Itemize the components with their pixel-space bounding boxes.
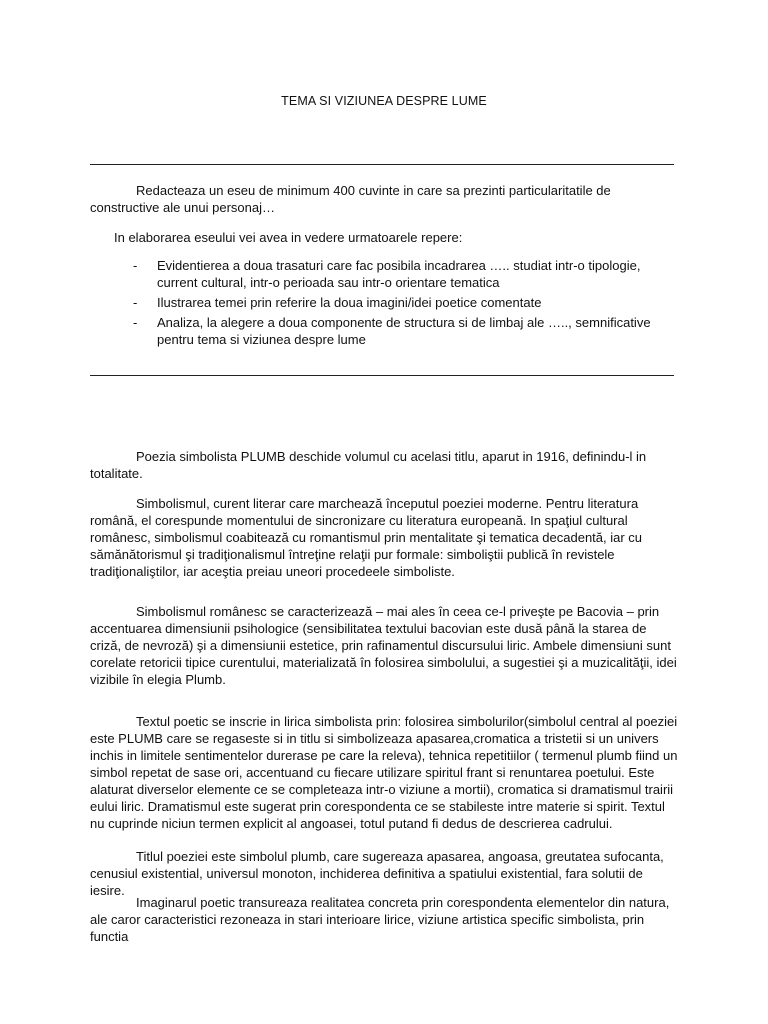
essay-paragraph: Titlul poeziei este simbolul plumb, care sugereaza apasarea, angoasa, greutatea sufocanta, cenusiul existential, universul monoton, inchiderea definitiva a spatiului existential, fara solutii de iesire. bbox=[90, 849, 664, 898]
essay-paragraph: Poezia simbolista PLUMB deschide volumul cu acelasi titlu, aparut in 1916, definindu-l in totalitate. bbox=[90, 449, 647, 481]
divider-line-top bbox=[90, 164, 674, 165]
requirement-item bbox=[133, 294, 678, 311]
requirement-item bbox=[133, 314, 678, 348]
essay-paragraph: Simbolismul românesc se caracterizează – mai ales în ceea ce-l priveşte pe Bacovia – prin accentuarea dimensiunii psihologice (sensibilitatea textului bacovian este dusă până la starea de criză, de nevroză) şi a dimensiunii estetice, prin rafinamentul discursului liric. Ambele dimensiuni sunt corelate retoricii tipice curentului, materializată în folosirea simbolului, a sugestiei şi a muzicalităţii, idei vizibile în elegia Plumb. bbox=[90, 604, 677, 687]
list-dash: - bbox=[133, 258, 138, 273]
requirement-text: Ilustrarea temei prin referire la doua imagini/idei poetice comentate bbox=[157, 295, 542, 310]
list-dash: - bbox=[133, 315, 138, 330]
essay-paragraph: Simbolismul, curent literar care marchează începutul poeziei moderne. Pentru literatura română, el corespunde momentului de sincronizare cu literatura europeană. In spaţiul cultural românesc, simbolismul coabitează cu romantismul prin mentalitate şi tematica decadentă, iar cu sămănătorismul şi tradiţionalismul întreţine relaţii pur formale: simboliştii publică în revistele tradiţionaliştilor, iar aceştia preiau uneori procedeele simboliste. bbox=[90, 496, 643, 579]
requirements-list bbox=[133, 257, 678, 351]
essay-paragraph: Imaginarul poetic transureaza realitatea concreta prin corespondenta elementelor din natura, ale caror caracteristici rezoneaza in stari interioare lirice, viziune artistica specific simbolista, prin functia bbox=[90, 895, 670, 944]
list-dash: - bbox=[133, 295, 138, 310]
requirement-item bbox=[133, 257, 678, 291]
requirement-text: Analiza, la alegere a doua componente de structura si de limbaj ale ….., semnificative pentru tema si viziunea despre lume bbox=[157, 315, 651, 347]
requirement-text: Evidentierea a doua trasaturi care fac posibila incadrarea ….. studiat intr-o tipologie, current cultural, intr-o perioada sau intr-o orientare tematica bbox=[157, 258, 641, 290]
page-title: TEMA SI VIZIUNEA DESPRE LUME bbox=[281, 94, 487, 108]
divider-line-bottom bbox=[90, 375, 674, 376]
essay-paragraph: Textul poetic se inscrie in lirica simbolista prin: folosirea simbolurilor(simbolul central al poeziei este PLUMB care se regaseste si in titlu si simbolizeaza apasarea,cromatica a tristetii si un univers inchis in limitele sentimentelor durerase pe care la releva), tehnica repetitiilor ( termenul plumb fiind un simbol repetat de sase ori, accentuand cu fiecare utilizare spiritul frant si renuntarea poetului. Este alaturat diverselor elemente ce se completeaza intr-o viziune a mortii), cromatica si dramatismul trairii eului liric. Dramatismul este sugerat prin corespondenta ce se stabileste intre materie si spirit. Textul nu cuprinde niciun termen explicit al angoasei, totul putand fi dedus de descrierea cadrului. bbox=[90, 714, 678, 831]
requirements-intro: In elaborarea eseului vei avea in vedere urmatoarele repere: bbox=[114, 230, 463, 245]
essay-instruction: Redacteaza un eseu de minimum 400 cuvinte in care sa prezinti particularitatile de constructive ale unui personaj… bbox=[90, 183, 611, 215]
